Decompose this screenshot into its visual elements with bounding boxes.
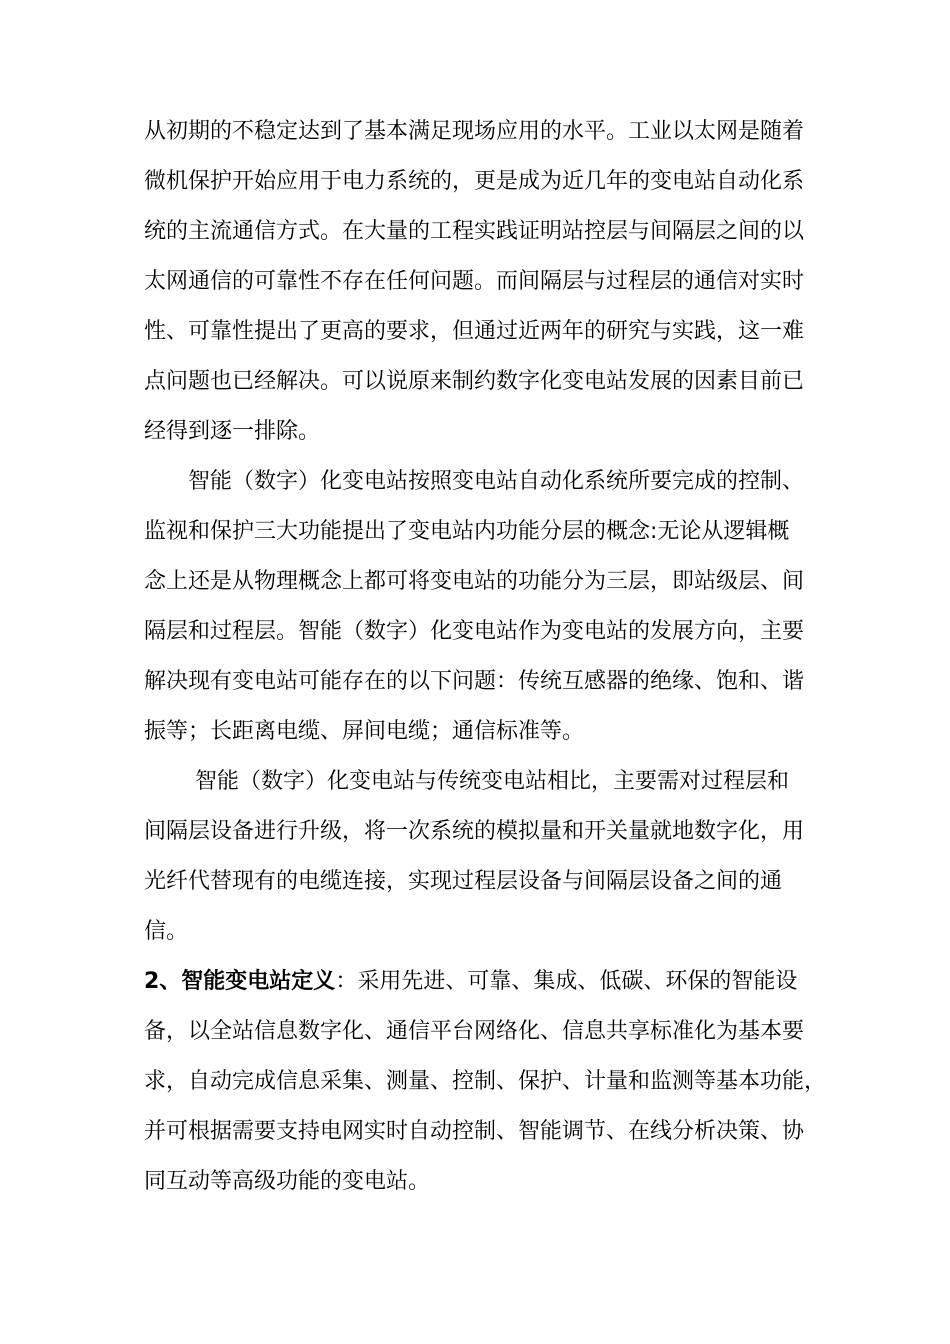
text-line: 光纤代替现有的电缆连接，实现过程层设备与间隔层设备之间的通 (144, 869, 783, 894)
text-line: 求，自动完成信息采集、测量、控制、保护、计量和监测等基本功能， (144, 1069, 827, 1094)
text-line: 信。 (144, 919, 189, 944)
section-heading: 2、智能变电站定义 (144, 969, 336, 994)
text-line: 解决现有变电站可能存在的以下问题：传统互感器的绝缘、饱和、谐 (144, 669, 805, 694)
text-line: 智能（数字）化变电站与传统变电站相比，主要需对过程层和 (144, 769, 789, 794)
text-line: 从初期的不稳定达到了基本满足现场应用的水平。工业以太网是随着 (144, 119, 805, 144)
text-line: 性、可靠性提出了更高的要求，但通过近两年的研究与实践，这一难 (144, 319, 805, 344)
text-line: 监视和保护三大功能提出了变电站内功能分层的概念:无论从逻辑概 (144, 519, 790, 544)
text-line: 备，以全站信息数字化、通信平台网络化、信息共享标准化为基本要 (144, 1019, 805, 1044)
text-line: 经得到逐一排除。 (144, 419, 321, 444)
text-line: 智能（数字）化变电站按照变电站自动化系统所要完成的控制、 (144, 469, 805, 494)
definition-text: ：采用先进、可靠、集成、低碳、环保的智能设 (335, 969, 798, 994)
text-line: 太网通信的可靠性不存在任何问题。而间隔层与过程层的通信对实时 (144, 269, 805, 294)
text-line: 并可根据需要支持电网实时自动控制、智能调节、在线分析决策、协 (144, 1119, 805, 1144)
text-line: 隔层和过程层。智能（数字）化变电站作为变电站的发展方向，主要 (144, 619, 805, 644)
text-line: 振等；长距离电缆、屏间电缆；通信标准等。 (144, 719, 585, 744)
text-line: 点问题也已经解决。可以说原来制约数字化变电站发展的因素目前已 (144, 369, 805, 394)
text-line: 统的主流通信方式。在大量的工程实践证明站控层与间隔层之间的以 (144, 219, 805, 244)
text-line: 念上还是从物理概念上都可将变电站的功能分为三层，即站级层、间 (144, 569, 805, 594)
text-line: 间隔层设备进行升级，将一次系统的模拟量和开关量就地数字化，用 (144, 819, 805, 844)
text-line: 微机保护开始应用于电力系统的，更是成为近几年的变电站自动化系 (144, 169, 805, 194)
definition-first-line (144, 962, 797, 1002)
text-line: 同互动等高级功能的变电站。 (144, 1169, 431, 1194)
